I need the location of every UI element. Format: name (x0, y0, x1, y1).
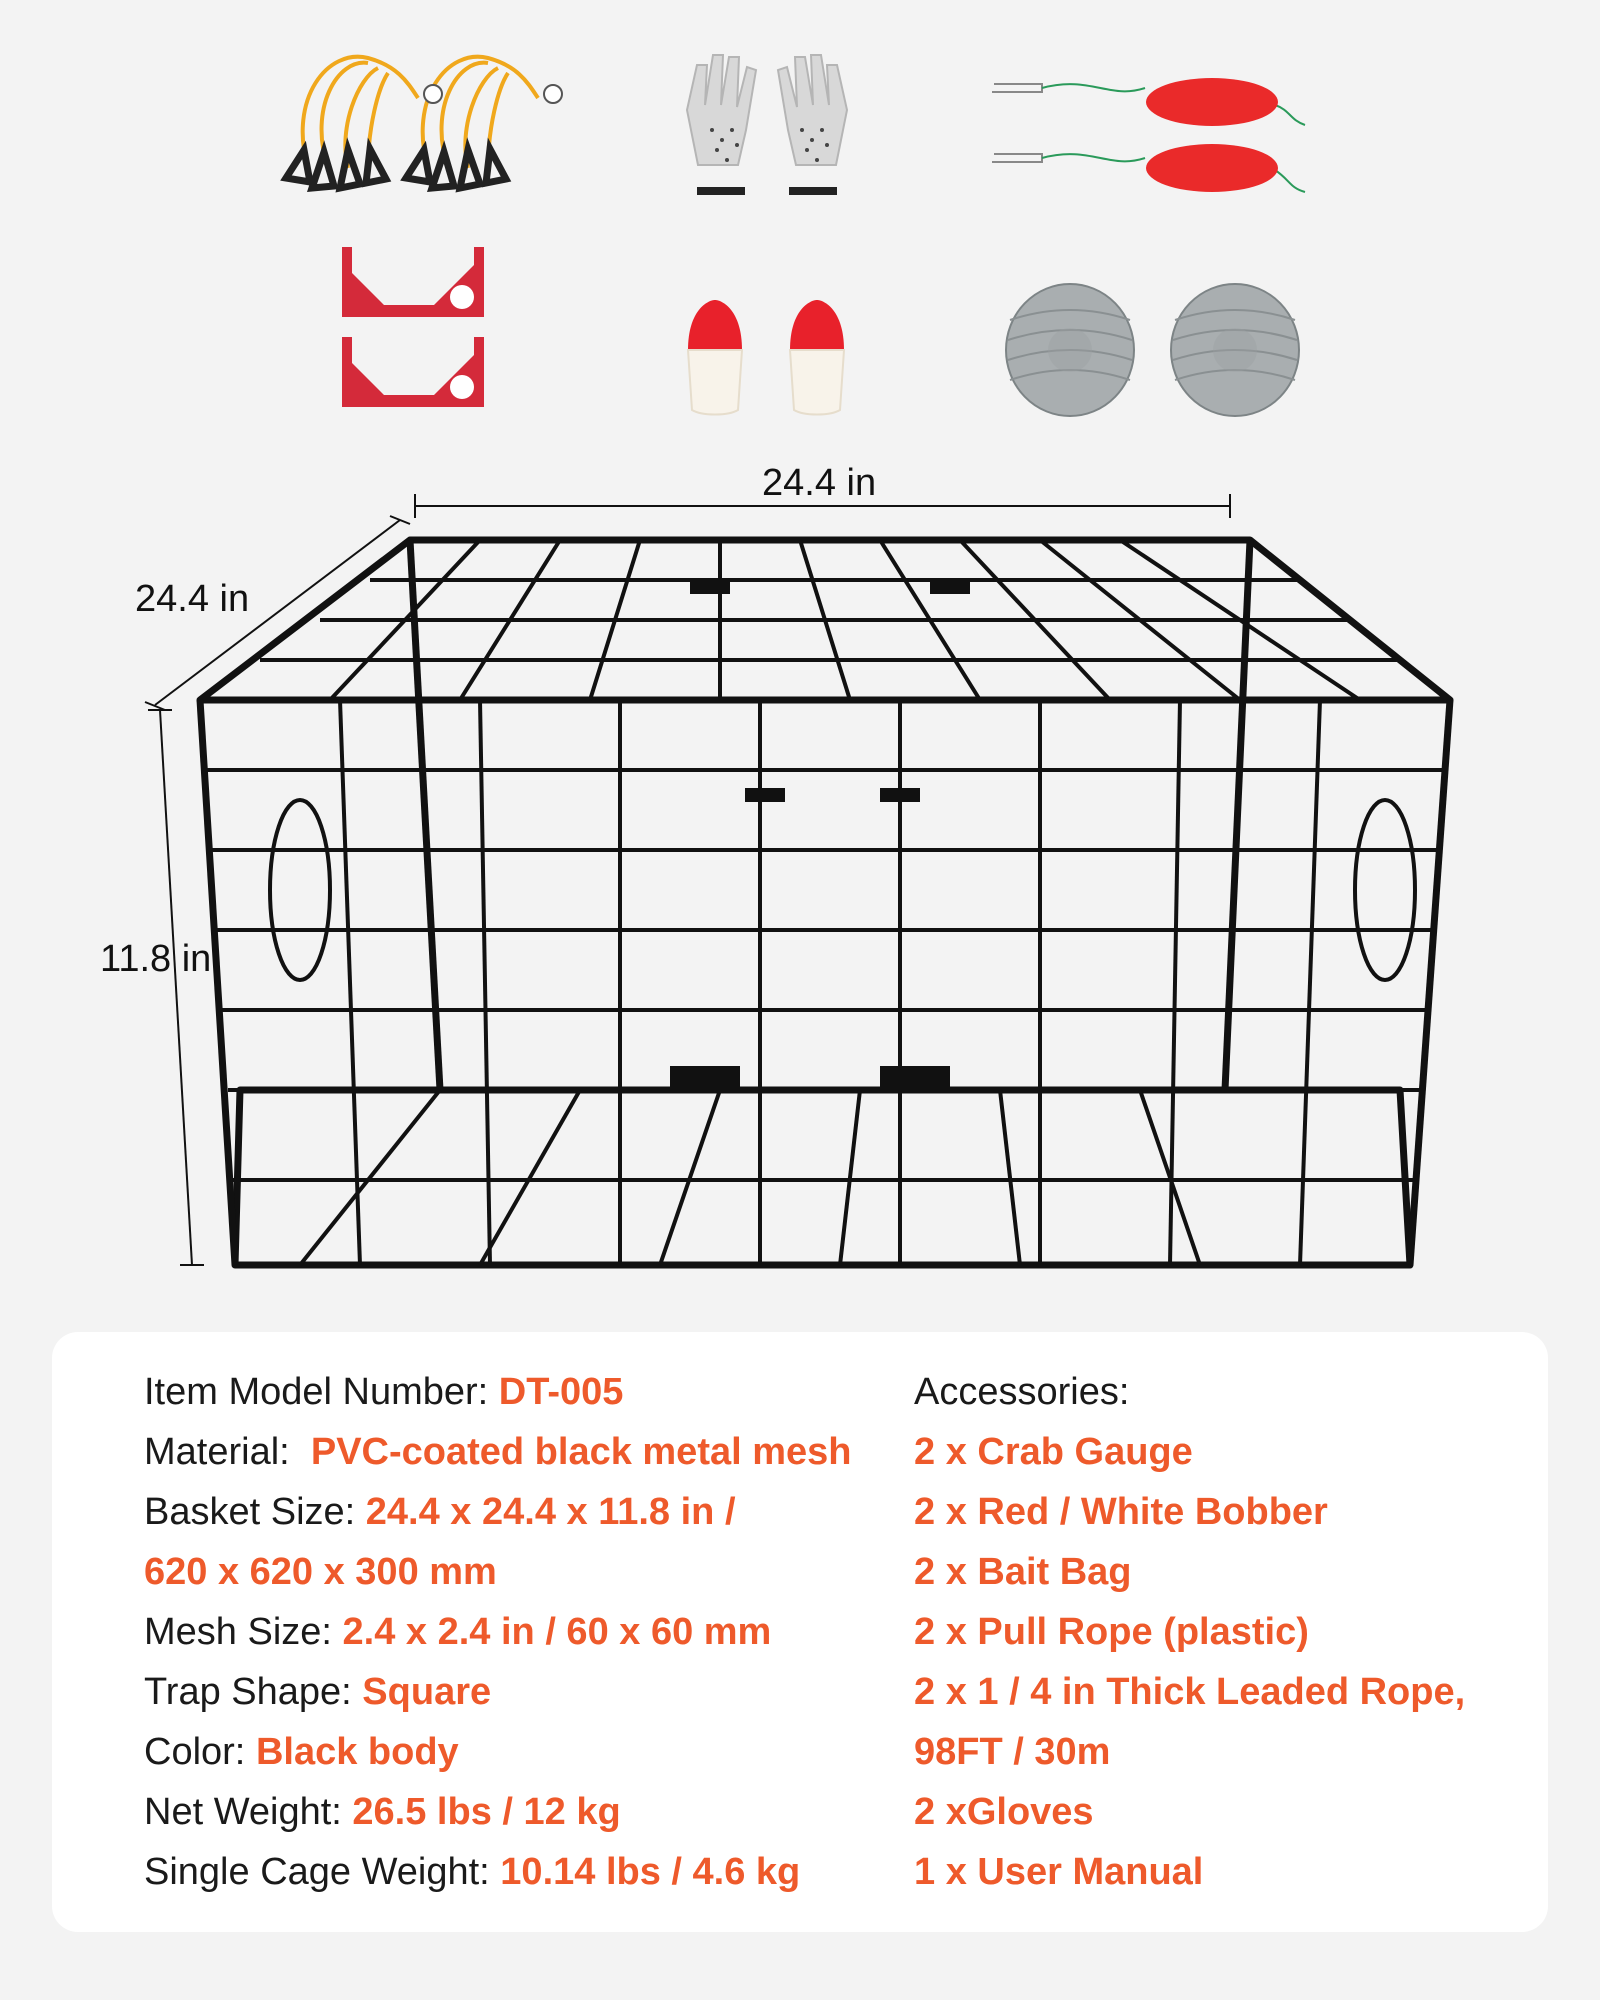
specs-column (144, 1362, 904, 1902)
spec-trap-shape: Trap Shape: Square (144, 1671, 492, 1713)
crab-gauge-icon (340, 245, 490, 415)
spec-net-weight: Net Weight: 26.5 lbs / 12 kg (144, 1791, 621, 1833)
accessory-item: 98FT / 30m (914, 1731, 1111, 1773)
depth-dimension-label: 24.4 in (135, 578, 250, 620)
spec-panel (52, 1332, 1548, 1932)
spec-single-cage-weight: Single Cage Weight: 10.14 lbs / 4.6 kg (144, 1851, 801, 1893)
spec-color: Color: Black body (144, 1731, 459, 1773)
accessory-item: 2 x Pull Rope (plastic) (914, 1611, 1309, 1653)
accessories-column (914, 1362, 1514, 1902)
spec-mesh-size: Mesh Size: 2.4 x 2.4 in / 60 x 60 mm (144, 1611, 772, 1653)
accessory-item: 2 x Bait Bag (914, 1551, 1132, 1593)
height-dimension-label: 11.8 in (100, 938, 212, 980)
spec-basket-size: Basket Size: 24.4 x 24.4 x 11.8 in / (144, 1491, 736, 1533)
spec-model: Item Model Number: DT-005 (144, 1371, 624, 1413)
accessory-item: 2 x Red / White Bobber (914, 1491, 1328, 1533)
bait-bag-icon (990, 70, 1320, 205)
width-dimension-label: 24.4 in (762, 462, 877, 504)
accessory-item: 2 xGloves (914, 1791, 1094, 1833)
pull-rope-icon (268, 38, 578, 208)
gloves-icon (672, 50, 862, 200)
accessory-item: 1 x User Manual (914, 1851, 1204, 1893)
bobber-icon (688, 300, 848, 420)
accessory-item: 2 x 1 / 4 in Thick Leaded Rope, (914, 1671, 1466, 1713)
spec-material: Material: PVC-coated black metal mesh (144, 1431, 852, 1473)
spec-basket-size-metric: 620 x 620 x 300 mm (144, 1551, 497, 1593)
leaded-rope-icon (1005, 280, 1305, 420)
accessory-item: 2 x Crab Gauge (914, 1431, 1193, 1473)
accessories-title: Accessories: (914, 1371, 1130, 1413)
